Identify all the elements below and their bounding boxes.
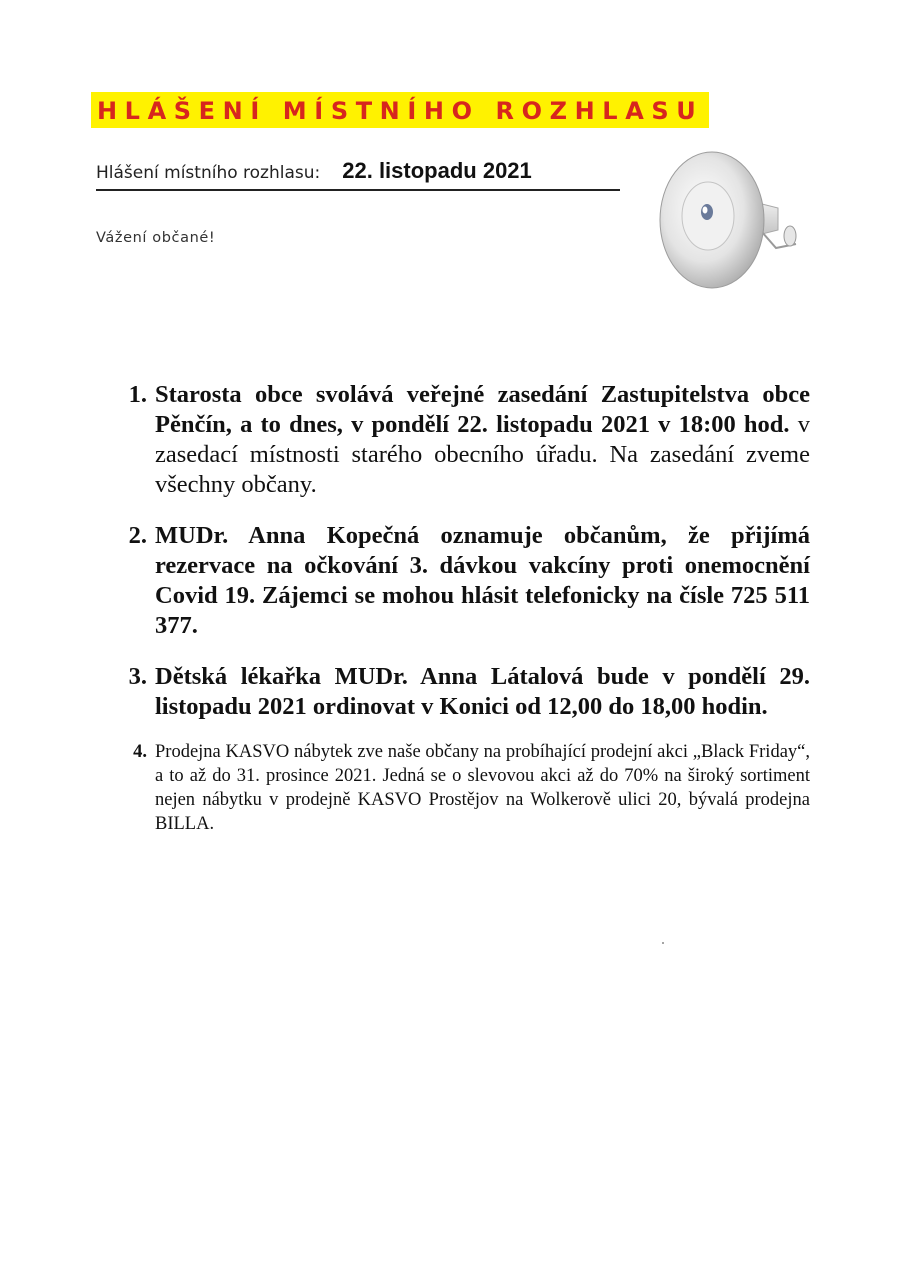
item-number: 4.: [133, 742, 147, 762]
item-text-bold: MUDr. Anna Kopečná oznamuje občanům, že přijímá rezervace na očkování 3. dávkou vakcíny proti onemocnění Covid 19. Zájemci se mohou hlásit telefonicky na čísle 725 511 377.: [155, 522, 810, 639]
megaphone-icon: [650, 140, 810, 300]
greeting: Vážení občané!: [96, 230, 216, 246]
date-value: 22. listopadu 2021: [342, 158, 532, 183]
item-number: 1.: [128, 381, 147, 408]
list-item: [110, 521, 810, 641]
item-text: Prodejna KASVO nábytek zve naše občany na probíhající prodejní akci „Black Friday“, a to až do 31. prosince 2021. Jedná se o slevovou akci až do 70% na široký sortiment nejen nábytku v prodejně KASVO Prostějov na Wolkerově ulici 20, bývalá prodejna BILLA.: [155, 742, 810, 834]
list-item: [110, 380, 810, 500]
item-number: 3.: [128, 663, 147, 690]
item-text-bold: Starosta obce svolává veřejné zasedání Zastupitelstva obce Pěnčín, a to dnes, v pondělí 22. listopadu 2021 v 18:00 hod.: [155, 381, 810, 438]
item-text-bold: Dětská lékařka MUDr. Anna Látalová bude v pondělí 29. listopadu 2021 ordinovat v Konici od 12,00 do 18,00 hodin.: [155, 663, 810, 720]
item-text: v zasedací místnosti starého obecního úřadu. Na zasedání zveme všechny občany.: [155, 411, 810, 498]
date-line: [96, 158, 620, 191]
item-number: 2.: [128, 522, 147, 549]
date-label: Hlášení místního rozhlasu:: [96, 163, 321, 183]
announcement-list: [110, 380, 810, 836]
list-item: [110, 740, 810, 836]
list-item: [110, 662, 810, 722]
scan-speck: [662, 942, 664, 944]
page-title: HLÁŠENÍ MÍSTNÍHO ROZHLASU: [91, 92, 709, 128]
